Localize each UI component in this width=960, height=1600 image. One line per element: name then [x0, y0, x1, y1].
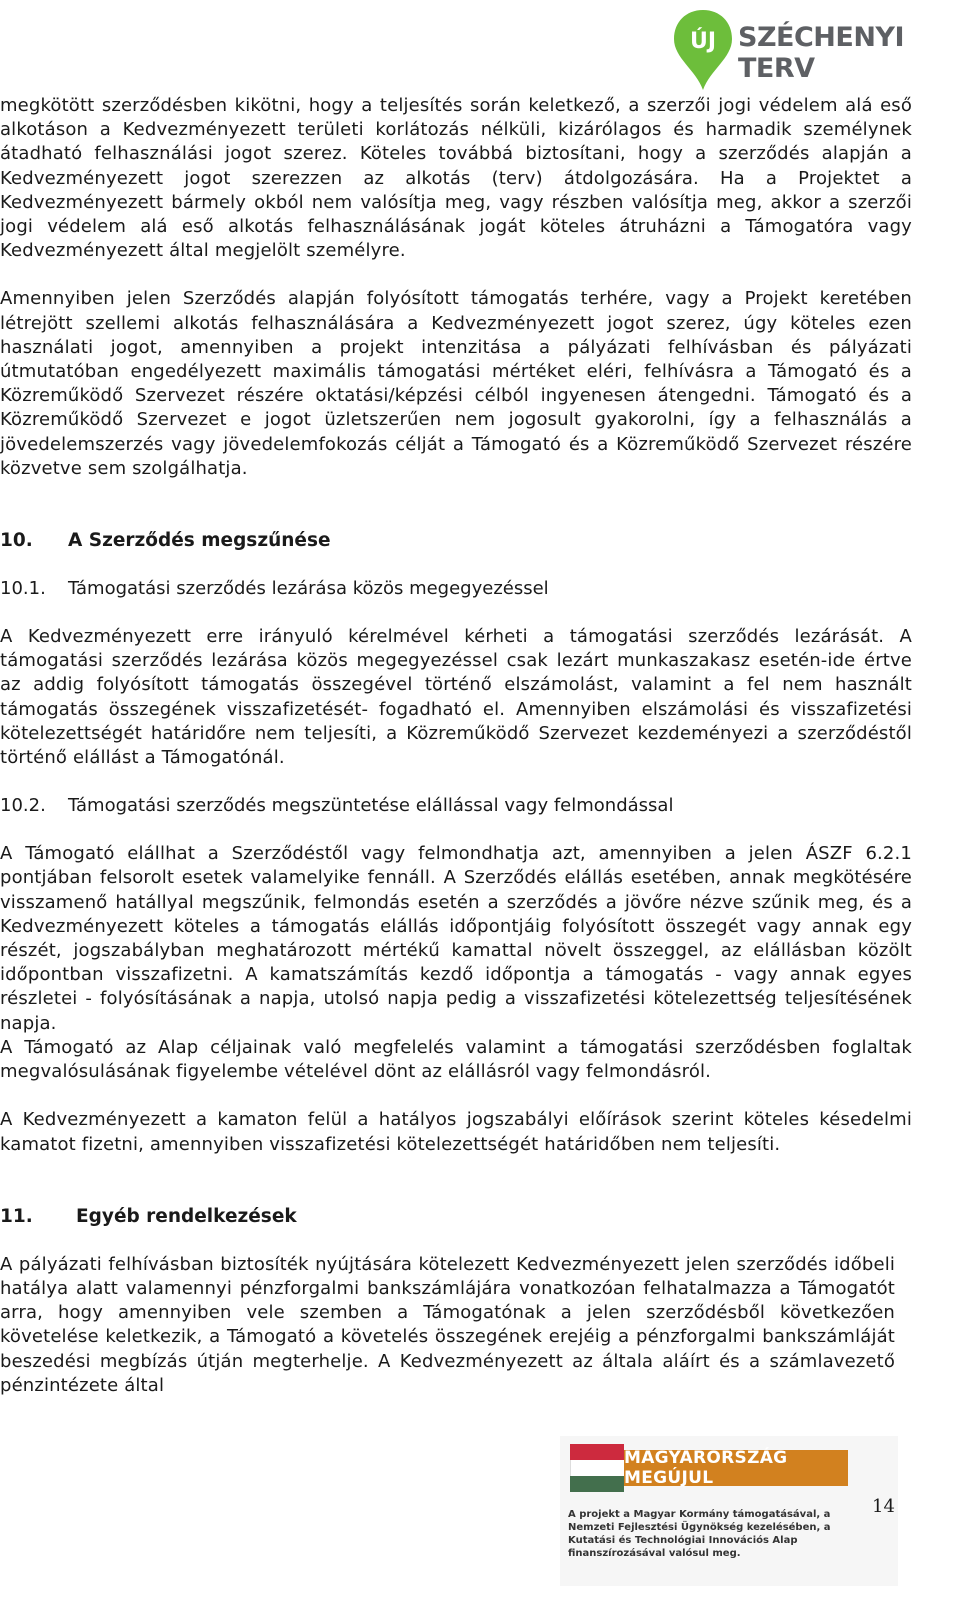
- section-title: A Szerződés megszűnése: [68, 530, 331, 552]
- hungarian-flag-icon: [570, 1444, 624, 1492]
- paragraph: Amennyiben jelen Szerződés alapján folyósított támogatás terhére, vagy a Projekt keretében létrejött szellemi alkotás felhasználására a Kedvezményezett jogot szerez, úgy köteles ezen használati jogot, amennyiben a projekt intenzitása a pályázati felhívásban és pályázati útmutatóban engedélyezett maximális támogatási mértéket eléri, felhívásra a Támogató és a Közreműködő Szervezet részére oktatási/képzési célból ingyenesen átengedni. Támogató és a Közreműködő Szervezet e jogot üzletszerűen nem jogosult gyakorolni, így a felhasználás a jövedelemszerzés vagy jövedelemfokozás célját a Támogató és a Közreműködő Szervezet részére közvetve sem szolgálhatja.: [0, 288, 912, 479]
- section-number: 10.: [0, 530, 33, 552]
- paragraph: A Támogató az Alap céljainak való megfelelés valamint a támogatási szerződésben foglaltak megvalósulásának figyelembe vételével dönt az elállásról vagy felmondásról.: [0, 1036, 912, 1083]
- funding-note: A projekt a Magyar Kormány támogatásával, a Nemzeti Fejlesztési Ügynökség kezelésében, a Kutatási és Technológiai Innovációs Alap finanszírozásával valósul meg.: [568, 1509, 831, 1559]
- document-body: [0, 94, 912, 1398]
- section-heading-10: [0, 529, 912, 553]
- magyarorszag-megujul-logo: [560, 1436, 898, 1586]
- paragraph: A pályázati felhívásban biztosíték nyújtására kötelezett Kedvezményezett jelen szerződés időbeli hatálya alatt valamennyi pénzforgalmi bankszámlájára vonatkozóan felhatalmazza a Támogatót arra, hogy amennyiben vele szemben a Támogatónak a jelen szerződésből következően követelése keletkezik, a Támogató a követelés összegének erejéig a pénzforgalmi bankszámláját beszedési megbízás útján megterhelje. A Kedvezményezett az általa aláírt és a számlavezető pénzintézete által: [0, 1253, 895, 1396]
- paragraph: megkötött szerződésben kikötni, hogy a teljesítés során keletkező, a szerzői jogi védelem alá eső alkotáson a Kedvezményezett területi korlátozás nélküli, kizárólagos és harmadik személynek átadható felhasználási jogot szerez. Köteles továbbá biztosítani, hogy a szerződés alapján a Kedvezményezett jogot szerezzen az alkotás (terv) átdolgozására. Ha a Projektet a Kedvezményezett bármely okból nem valósítja meg, vagy részben valósítja meg, akkor a szerzői jogi védelem alá eső alkotás felhasználásának jogát köteles átruházni a Támogatóra vagy Kedvezményezett által megjelölt személyre.: [0, 95, 912, 262]
- page-number: 14: [872, 1496, 895, 1517]
- subsection-heading-10-1: [0, 577, 912, 601]
- subsection-heading-10-2: [0, 794, 912, 818]
- subsection-number: 10.1.: [0, 578, 46, 600]
- banner-text: MAGYARORSZÁG MEGÚJUL: [624, 1450, 848, 1486]
- paragraph: A Kedvezményezett a kamaton felül a hatályos jogszabályi előírások szerint köteles késedelmi kamatot fizetni, amennyiben visszafizetési kötelezettségét határidőben nem teljesíti.: [0, 1109, 912, 1155]
- subsection-number: 10.2.: [0, 795, 46, 817]
- szechenyi-terv-logo: [672, 8, 942, 88]
- subsection-title: Támogatási szerződés lezárása közös megegyezéssel: [68, 578, 549, 600]
- section-title: Egyéb rendelkezések: [76, 1205, 297, 1227]
- section-number: 11.: [0, 1205, 33, 1227]
- logo-pin-icon: [672, 8, 734, 92]
- subsection-title: Támogatási szerződés megszüntetése elállással vagy felmondással: [68, 795, 674, 817]
- paragraph: A Kedvezményezett erre irányuló kérelmével kérheti a támogatási szerződés lezárását. A támogatási szerződés lezárása közös megegyezéssel csak lezárt munkaszakasz esetén-ide értve az addig folyósított támogatás összegével történő elszámolást, valamint a fel nem használt támogatás összegének visszafizetését- fogadható el. Amennyiben elszámolási és visszafizetési kötelezettségét határidőre nem teljesíti, a Közreműködő Szervezet kezdeményezi a szerződéstől történő elállást a Támogatónál.: [0, 626, 912, 769]
- logo-prefix: ÚJ: [689, 29, 717, 54]
- paragraph: A Támogató elállhat a Szerződéstől vagy felmondhatja azt, amennyiben a jelen ÁSZF 6.2.1 pontjában felsorolt esetek valamelyike fennáll. A Szerződés elállás esetében, annak megkötésére visszamenő hatállyal megszűnik, felmondás esetén a szerződés a jövőre nézve szűnik meg, és a Kedvezményezett köteles a támogatás elállás időpontjáig folyósított összegét vagy annak egy részét, jogszabályban meghatározott mértékű kamattal növelt összeggel, az elállásban közölt időpontban visszafizetni. A kamatszámítás kezdő időpontja a támogatás - vagy annak egyes részletei - folyósításának a napja, utolsó napja pedig a visszafizetési kötelezettség teljesítésének napja.: [0, 843, 912, 1034]
- logo-brand-text: SZÉCHENYI TERV: [738, 22, 905, 84]
- section-heading-11: [0, 1205, 912, 1229]
